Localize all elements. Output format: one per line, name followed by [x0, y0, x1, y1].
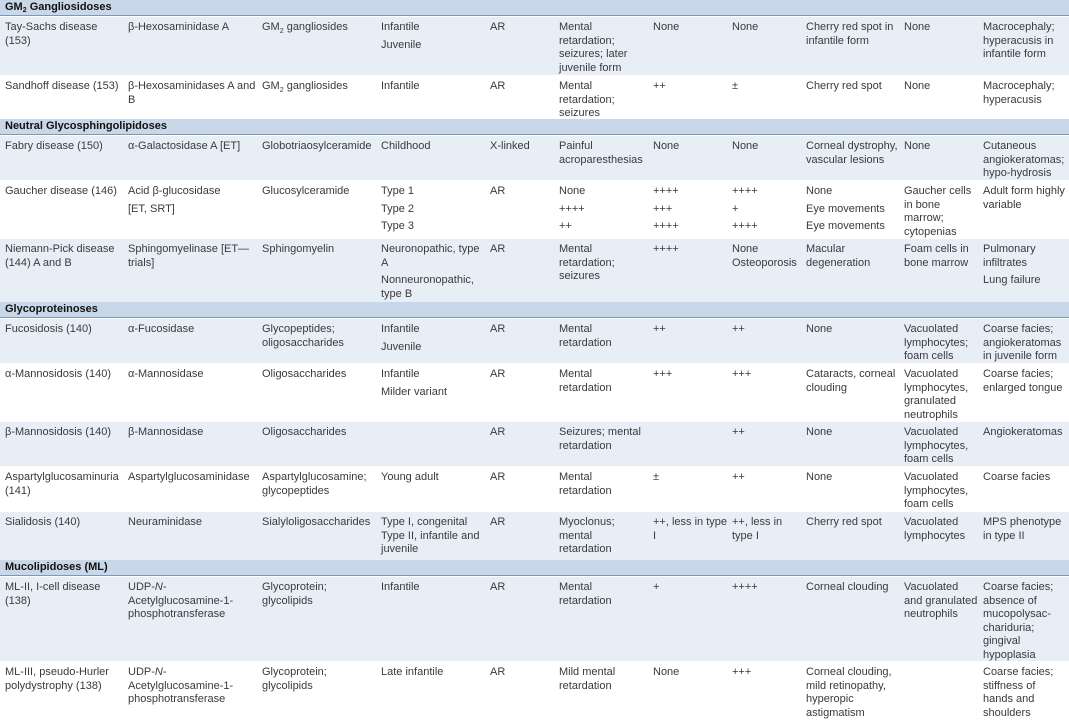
- hepatosplenomegaly: None: [653, 666, 680, 678]
- neurologic-findings: None ++++ ++: [559, 185, 586, 232]
- skeletal-dysplasia: None Osteoporosis: [732, 243, 797, 269]
- hematologic-findings: Vacuolated lymphocytes, granulated neutrophils: [904, 368, 969, 421]
- neurologic-findings: Mental retardation: [559, 581, 612, 607]
- skeletal-dysplasia: None: [732, 140, 759, 152]
- ocular-findings: Cherry red spot: [806, 80, 882, 92]
- enzyme-defect: Neuraminidase: [128, 516, 202, 528]
- neurologic-findings: Mental retardation; seizures: [559, 80, 615, 119]
- neurologic-findings: Mild mental retardation: [559, 666, 616, 692]
- table-row-fucosidosis: [0, 318, 1069, 363]
- skeletal-dysplasia: ++: [732, 471, 745, 483]
- hepatosplenomegaly: None: [653, 140, 680, 152]
- disease-name: Sialidosis (140): [5, 516, 81, 528]
- skeletal-dysplasia: ++++: [732, 581, 758, 593]
- table-row-ml-ii: [0, 576, 1069, 661]
- clinical-onset: Childhood: [381, 140, 431, 152]
- neurologic-findings: Mental retardation: [559, 471, 612, 497]
- hepatosplenomegaly: None: [653, 21, 680, 33]
- neurologic-findings: Mental retardation: [559, 323, 612, 349]
- section-header-neutral-glycosphingolipidoses: [0, 119, 1069, 135]
- enzyme-defect: α-Fucosidase: [128, 323, 195, 335]
- disease-name: β-Mannosidosis (140): [5, 426, 111, 438]
- hepatosplenomegaly: ++, less in type I: [653, 516, 727, 542]
- inheritance: AR: [490, 666, 506, 678]
- table-row-aspartylglucosaminuria: [0, 466, 1069, 511]
- unique-features: Angiokeratomas: [983, 426, 1063, 438]
- enzyme-defect: α-Mannosidase: [128, 368, 204, 380]
- section-header-mucolipidoses: [0, 560, 1069, 576]
- enzyme-defect: UDP-N-Acetylglucosamine-1-phosphotransferase: [128, 581, 234, 620]
- table-row-alpha-mannosidosis: [0, 363, 1069, 421]
- hepatosplenomegaly: ++: [653, 80, 666, 92]
- stored-substance: Glycoprotein; glycolipids: [262, 581, 327, 607]
- table-row-tay-sachs: [0, 16, 1069, 75]
- ocular-findings: Cataracts, corneal clouding: [806, 368, 896, 394]
- hematologic-findings: None: [904, 80, 931, 92]
- disease-name: ML-III, pseudo-Hurler polydystrophy (138): [5, 666, 109, 692]
- ocular-findings: None Eye movements Eye movements: [806, 185, 885, 232]
- stored-substance: Sphingomyelin: [262, 243, 335, 255]
- skeletal-dysplasia: ±: [732, 80, 739, 92]
- hematologic-findings: Gaucher cells in bone marrow; cytopenias: [904, 185, 972, 238]
- hematologic-findings: Vacuolated lymphocytes: [904, 516, 966, 542]
- neurologic-findings: Mental retardation; seizures; later juvenile form: [559, 21, 628, 74]
- hematologic-findings: None: [904, 21, 931, 33]
- hematologic-findings: Vacuolated lymphocytes, foam cells: [904, 426, 969, 465]
- enzyme-defect: β-Hexosaminidases A and B: [128, 80, 256, 106]
- table-row-niemann-pick: [0, 238, 1069, 302]
- inheritance: AR: [490, 21, 506, 33]
- enzyme-defect: Aspartylglucosaminidase: [128, 471, 250, 483]
- inheritance: AR: [490, 323, 506, 335]
- disease-name: Niemann-Pick disease (144) A and B: [5, 243, 115, 269]
- stored-substance: Sialyloligosaccharides: [262, 516, 371, 528]
- ocular-findings: Corneal clouding, mild retinopathy, hyperopic astigmatism: [806, 666, 892, 719]
- enzyme-defect: β-Mannosidase: [128, 426, 204, 438]
- hepatosplenomegaly: ++++: [653, 243, 679, 255]
- hematologic-findings: Vacuolated lymphocytes; foam cells: [904, 323, 969, 362]
- inheritance: AR: [490, 516, 506, 528]
- neurologic-findings: Seizures; mental retardation: [559, 426, 641, 452]
- inheritance: AR: [490, 185, 506, 197]
- stored-substance: Glycopeptides; oligosaccharides: [262, 323, 344, 349]
- ocular-findings: None: [806, 471, 833, 483]
- ocular-findings: None: [806, 323, 833, 335]
- enzyme-defect: UDP-N-Acetylglucosamine-1-phosphotransferase: [128, 666, 234, 705]
- stored-substance: $GM_2$ gangliosides: [262, 21, 348, 36]
- hematologic-findings: Vacuolated lymphocytes, foam cells: [904, 471, 969, 510]
- hematologic-findings: Vacuolated and granulated neutrophils: [904, 581, 978, 620]
- disease-name: Aspartylglucosaminuria (141): [5, 471, 119, 497]
- stored-substance: Aspartylglucosamine; glycopeptides: [262, 471, 367, 497]
- ocular-findings: Cherry red spot in infantile form: [806, 21, 894, 47]
- unique-features: Coarse facies; angiokeratomas in juvenile form: [983, 323, 1062, 362]
- unique-features: Coarse facies; stiffness of hands and shoulders: [983, 666, 1054, 719]
- inheritance: AR: [490, 426, 506, 438]
- clinical-onset: Type I, congenital Type II, infantile and juvenile: [381, 516, 480, 555]
- unique-features: Coarse facies: [983, 471, 1051, 483]
- hepatosplenomegaly: +++: [653, 368, 673, 380]
- clinical-onset: Neuronopathic, type A Nonneuronopathic, type B: [381, 243, 480, 300]
- enzyme-defect: Sphingomyelinase [ET—trials]: [128, 243, 250, 269]
- table-row-sialidosis: [0, 511, 1069, 560]
- hematologic-findings: Foam cells in bone marrow: [904, 243, 969, 269]
- stored-substance: Glycoprotein; glycolipids: [262, 666, 327, 692]
- unique-features: Coarse facies; enlarged tongue: [983, 368, 1063, 394]
- unique-features: Cutaneous angiokeratomas; hypo-hydrosis: [983, 140, 1065, 179]
- disease-name: Tay-Sachs disease (153): [5, 21, 98, 47]
- neurologic-findings: Mental retardation; seizures: [559, 243, 615, 282]
- section-header-glycoproteinoses: [0, 302, 1069, 318]
- enzyme-defect: β-Hexosaminidase A: [128, 21, 230, 33]
- ocular-findings: Corneal dystrophy, vascular lesions: [806, 140, 898, 166]
- clinical-onset: Type 1 Type 2 Type 3: [381, 185, 415, 232]
- clinical-onset: Infantile: [381, 581, 420, 593]
- stored-substance: Globotriaosylceramide: [262, 140, 372, 152]
- clinical-onset: Infantile: [381, 80, 420, 92]
- ocular-findings: None: [806, 426, 833, 438]
- stored-substance: Oligosaccharides: [262, 368, 347, 380]
- hepatosplenomegaly: ++: [653, 323, 666, 335]
- unique-features: Macrocephaly; hyperacusis: [983, 80, 1055, 106]
- unique-features: Macrocephaly; hyperacusis in infantile form: [983, 21, 1055, 60]
- table-row-gaucher: [0, 180, 1069, 238]
- table-row-beta-mannosidosis: [0, 421, 1069, 466]
- neurologic-findings: Painful acroparesthesias: [559, 140, 643, 166]
- skeletal-dysplasia: ++: [732, 426, 745, 438]
- neurologic-findings: Myoclonus; mental retardation: [559, 516, 615, 555]
- section-title: Neutral Glycosphingolipidoses: [5, 120, 167, 132]
- table-row-ml-iii: [0, 661, 1069, 719]
- section-title: Mucolipidoses (ML): [5, 561, 108, 573]
- skeletal-dysplasia: ++++ + ++++: [732, 185, 758, 232]
- clinical-onset: Infantile Juvenile: [381, 21, 422, 51]
- disease-name: Fucosidosis (140): [5, 323, 92, 335]
- disease-name: Fabry disease (150): [5, 140, 103, 152]
- stored-substance: $GM_2$ gangliosides: [262, 80, 348, 95]
- clinical-onset: Infantile Juvenile: [381, 323, 422, 353]
- inheritance: X-linked: [490, 140, 530, 152]
- inheritance: AR: [490, 80, 506, 92]
- unique-features: Adult form highly variable: [983, 185, 1065, 211]
- hepatosplenomegaly: ++++ +++ ++++: [653, 185, 679, 232]
- ocular-findings: Corneal clouding: [806, 581, 889, 593]
- disease-name: ML-II, I-cell disease (138): [5, 581, 101, 607]
- section-title: Glycoproteinoses: [5, 303, 98, 315]
- clinical-onset: Late infantile: [381, 666, 444, 678]
- inheritance: AR: [490, 471, 506, 483]
- stored-substance: Oligosaccharides: [262, 426, 347, 438]
- hepatosplenomegaly: ±: [653, 471, 660, 483]
- inheritance: AR: [490, 581, 506, 593]
- ocular-findings: Cherry red spot: [806, 516, 882, 528]
- stored-substance: Glucosylceramide: [262, 185, 350, 197]
- hematologic-findings: None: [904, 140, 931, 152]
- clinical-onset: Infantile Milder variant: [381, 368, 448, 398]
- unique-features: Pulmonary infiltrates Lung failure: [983, 243, 1041, 286]
- unique-features: MPS phenotype in type II: [983, 516, 1062, 542]
- skeletal-dysplasia: ++, less in type I: [732, 516, 783, 542]
- skeletal-dysplasia: ++: [732, 323, 745, 335]
- clinical-onset: Young adult: [381, 471, 439, 483]
- hepatosplenomegaly: +: [653, 581, 660, 593]
- skeletal-dysplasia: +++: [732, 368, 752, 380]
- section-header-gm2-gangliosidoses: [0, 0, 1069, 16]
- neurologic-findings: Mental retardation: [559, 368, 612, 394]
- inheritance: AR: [490, 243, 506, 255]
- ocular-findings: Macular degeneration: [806, 243, 871, 269]
- disease-name: α-Mannosidosis (140): [5, 368, 112, 380]
- disease-name: Sandhoff disease (153): [5, 80, 119, 92]
- section-title: $GM_2$ Gangliosidoses: [5, 1, 112, 14]
- unique-features: Coarse facies; absence of mucopolysac-chariduria; gingival hypoplasia: [983, 581, 1054, 661]
- disease-name: Gaucher disease (146): [5, 185, 117, 197]
- table-row-sandhoff: [0, 75, 1069, 119]
- enzyme-defect: α-Galactosidase A [ET]: [128, 140, 241, 152]
- inheritance: AR: [490, 368, 506, 380]
- enzyme-defect: Acid β-glucosidase [ET, SRT]: [128, 185, 221, 215]
- skeletal-dysplasia: None: [732, 21, 759, 33]
- skeletal-dysplasia: +++: [732, 666, 752, 678]
- table-row-fabry: [0, 135, 1069, 180]
